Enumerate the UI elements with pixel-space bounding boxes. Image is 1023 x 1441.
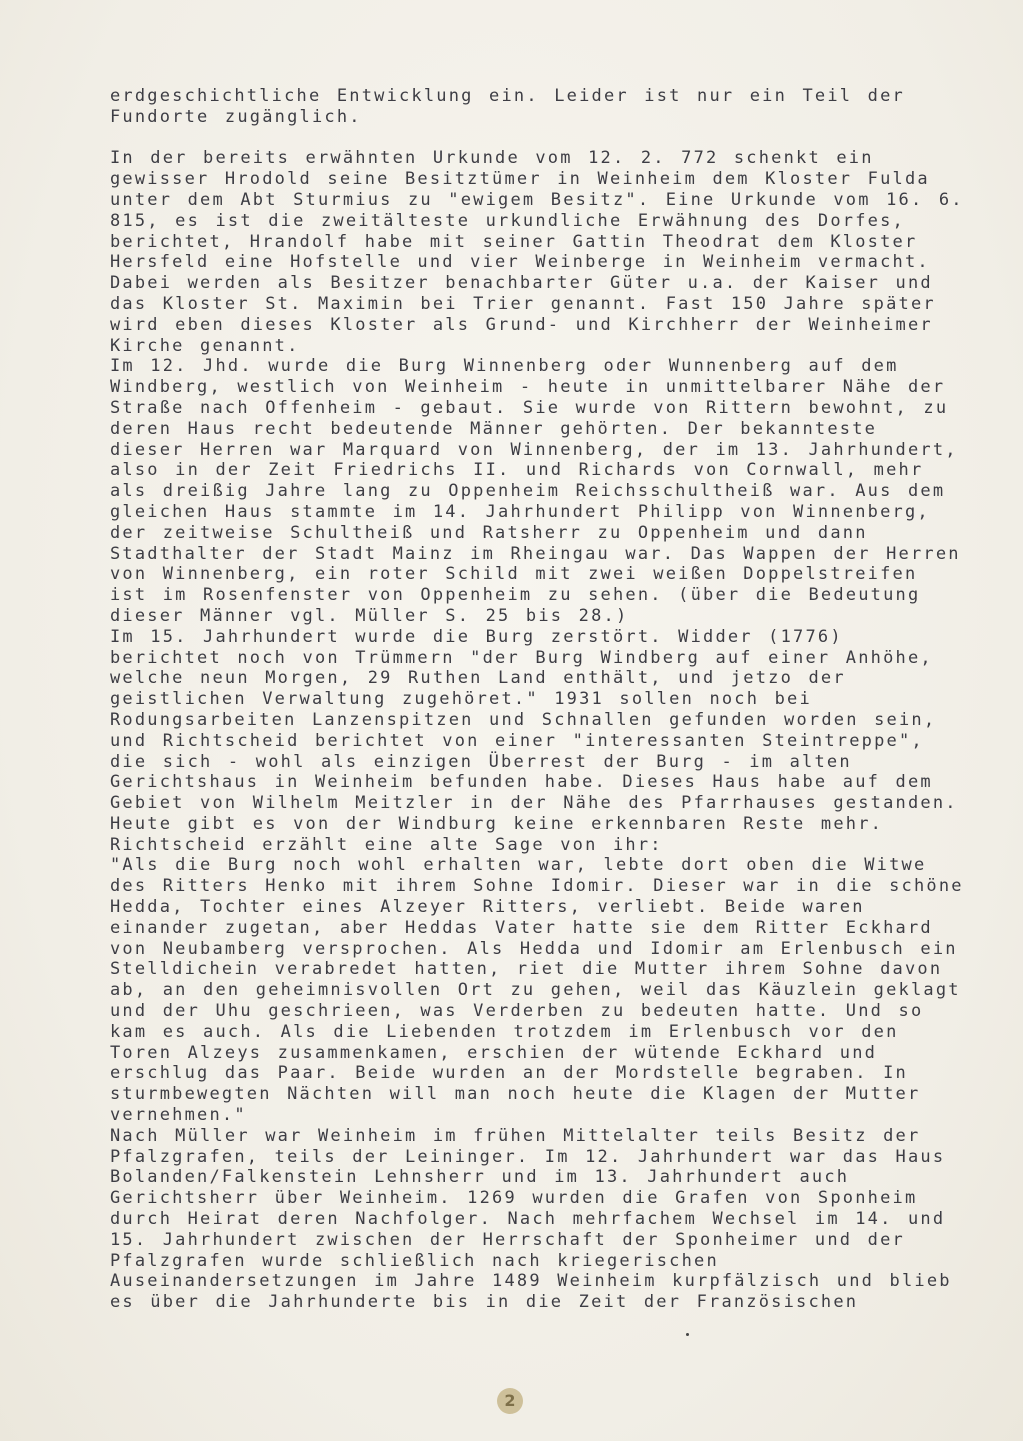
text-line: Bolanden/Falkenstein Lehnsherr und im 13. Jahrhundert auch <box>110 1167 850 1188</box>
text-line: gleichen Haus stammte im 14. Jahrhundert Philipp von Winnenberg, <box>110 501 930 522</box>
text-line: dieser Herren war Marquard von Winnenberg, der im 13. Jahrhundert, <box>110 439 958 460</box>
text-line: In der bereits erwähnten Urkunde vom 12. 2. 772 schenkt ein <box>110 148 874 169</box>
text-line: Im 12. Jhd. wurde die Burg Winnenberg oder Wunnenberg auf dem <box>110 356 899 377</box>
text-line: durch Heirat deren Nachfolger. Nach mehrfachem Wechsel im 14. und <box>110 1209 946 1230</box>
text-line: also in der Zeit Friedrichs II. und Richards von Cornwall, mehr <box>110 460 924 481</box>
text-line: es über die Jahrhunderte bis in die Zeit der Französischen <box>110 1292 859 1313</box>
text-line: welche neun Morgen, 29 Ruthen Land enthält, und jetzo der <box>110 668 846 689</box>
text-line: berichtet noch von Trümmern "der Burg Windberg auf einer Anhöhe, <box>110 647 933 668</box>
text-line: Richtscheid erzählt eine alte Sage von ihr: <box>110 834 663 855</box>
text-line: vernehmen." <box>110 1105 247 1126</box>
ink-speck <box>686 1333 689 1336</box>
text-line: Auseinandersetzungen im Jahre 1489 Weinheim kurpfälzisch und blieb <box>110 1271 952 1292</box>
text-line: berichtet, Hrandolf habe mit seiner Gattin Theodrat dem Kloster <box>110 231 918 252</box>
text-line: Heute gibt es von der Windburg keine erkennbaren Reste mehr. <box>110 813 884 834</box>
text-line: sturmbewegten Nächten will man noch heute die Klagen der Mutter <box>110 1084 921 1105</box>
text-line: ab, an den geheimnisvollen Ort zu gehen, weil das Käuzlein geklagt <box>110 980 961 1001</box>
paragraph-1 <box>110 86 940 128</box>
text-line: der zeitweise Schultheiß und Ratsherr zu Oppenheim und dann <box>110 522 868 543</box>
document-body <box>110 86 964 1313</box>
text-line: als dreißig Jahre lang zu Oppenheim Reichsschultheiß war. Aus dem <box>110 481 946 502</box>
text-line: geistlichen Verwaltung zugehöret." 1931 sollen noch bei <box>110 689 812 710</box>
text-line: Hersfeld eine Hofstelle und vier Weinberge in Weinheim vermacht. <box>110 252 930 273</box>
text-line: 15. Jahrhundert zwischen der Herrschaft der Sponheimer und der <box>110 1229 905 1250</box>
text-line: Straße nach Offenheim - gebaut. Sie wurde von Rittern bewohnt, zu <box>110 397 949 418</box>
text-line: Hedda, Tochter eines Alzeyer Ritters, verliebt. Beide waren <box>110 897 865 918</box>
paragraph-gap <box>110 128 940 149</box>
text-line: Gebiet von Wilhelm Meitzler in der Nähe des Pfarrhauses gestanden. <box>110 793 958 814</box>
text-line: Gerichtsherr über Weinheim. 1269 wurden die Grafen von Sponheim <box>110 1188 918 1209</box>
text-line: Pfalzgrafen wurde schließlich nach kriegerischen <box>110 1250 719 1271</box>
text-line: die sich - wohl als einzigen Überrest der Burg - im alten <box>110 751 852 772</box>
text-line: Windberg, westlich von Weinheim - heute in unmittelbarer Nähe der <box>110 377 946 398</box>
text-line: 815, es ist die zweitälteste urkundliche Erwähnung des Dorfes, <box>110 210 905 231</box>
text-line: kam es auch. Als die Liebenden trotzdem im Erlenbusch vor den <box>110 1021 899 1042</box>
page-number-badge: 2 <box>497 1388 523 1414</box>
text-line: Gerichtshaus in Weinheim befunden habe. Dieses Haus habe auf dem <box>110 772 933 793</box>
text-line: Kirche genannt. <box>110 335 300 356</box>
text-line: unter dem Abt Sturmius zu "ewigem Besitz". Eine Urkunde vom 16. 6. <box>110 189 964 210</box>
text-line: das Kloster St. Maximin bei Trier genannt. Fast 150 Jahre später <box>110 293 936 314</box>
text-line: Toren Alzeys zusammenkamen, erschien der wütende Eckhard und <box>110 1042 878 1063</box>
text-line: wird eben dieses Kloster als Grund- und Kirchherr der Weinheimer <box>110 314 933 335</box>
paragraph-2 <box>110 148 964 1313</box>
text-line: gewisser Hrodold seine Besitztümer in Weinheim dem Kloster Fulda <box>110 169 930 190</box>
text-line: und der Uhu geschrieen, was Verderben zu bedeuten hatte. Und so <box>110 1001 924 1022</box>
text-line: Nach Müller war Weinheim im frühen Mittelalter teils Besitz der <box>110 1125 921 1146</box>
text-line: dieser Männer vgl. Müller S. 25 bis 28.) <box>110 605 629 626</box>
text-line: des Ritters Henko mit ihrem Sohne Idomir. Dieser war in die schöne <box>110 876 964 897</box>
text-line: von Winnenberg, ein roter Schild mit zwei weißen Doppelstreifen <box>110 564 918 585</box>
text-line: einander zugetan, aber Heddas Vater hatte sie dem Ritter Eckhard <box>110 917 933 938</box>
text-line: und Richtscheid berichtet von einer "interessanten Steintreppe", <box>110 730 924 751</box>
text-line: Rodungsarbeiten Lanzenspitzen und Schnallen gefunden worden sein, <box>110 709 937 730</box>
text-line: Stadthalter der Stadt Mainz im Rheingau war. Das Wappen der Herren <box>110 543 961 564</box>
text-line: erdgeschichtliche Entwicklung ein. Leider ist nur ein Teil der <box>110 86 905 106</box>
text-line: Pfalzgrafen, teils der Leininger. Im 12. Jahrhundert war das Haus <box>110 1146 946 1167</box>
text-line: Im 15. Jahrhundert wurde die Burg zerstört. Widder (1776) <box>110 626 843 647</box>
text-line: deren Haus recht bedeutende Männer gehörten. Der bekannteste <box>110 418 878 439</box>
text-line: "Als die Burg noch wohl erhalten war, lebte dort oben die Witwe <box>110 855 927 876</box>
text-line: erschlug das Paar. Beide wurden an der Mordstelle begraben. In <box>110 1063 908 1084</box>
text-line: ist im Rosenfenster von Oppenheim zu sehen. (über die Bedeutung <box>110 585 921 606</box>
text-line: Fundorte zugänglich. <box>110 106 362 127</box>
text-line: Dabei werden als Besitzer benachbarter Güter u.a. der Kaiser und <box>110 273 933 294</box>
text-line: Stelldichein verabredet hatten, riet die Mutter ihrem Sohne davon <box>110 959 943 980</box>
text-line: von Neubamberg versprochen. Als Hedda und Idomir am Erlenbusch ein <box>110 938 958 959</box>
